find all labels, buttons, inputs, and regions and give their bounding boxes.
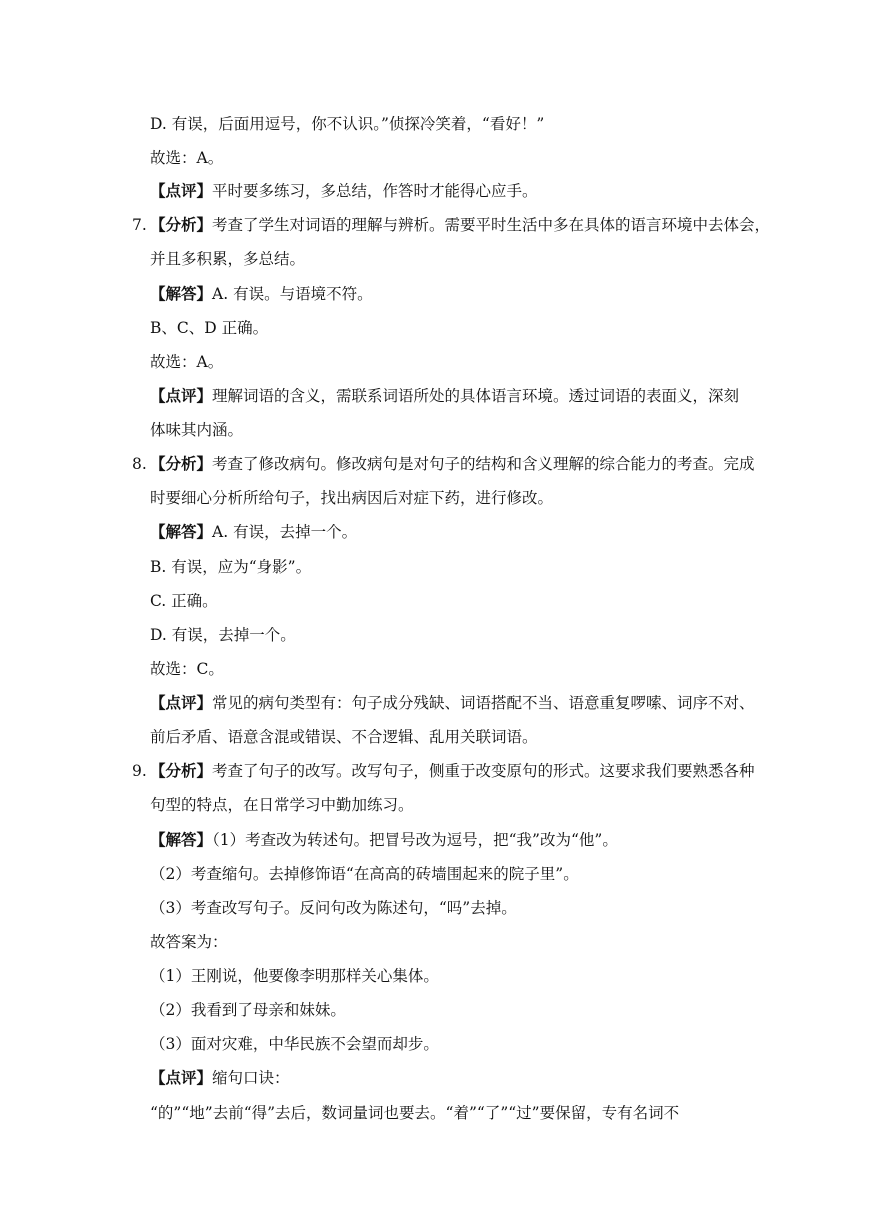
text-line: 【分析】考查了句子的改写。改写句子，侧重于改变原句的形式。这要求我们要熟悉各种 [150, 761, 755, 780]
text-line: D. 有误，后面用逗号，你不认识。”侦探冷笑着，“看好！” [150, 115, 545, 133]
text-line: （2）考查缩句。去掉修饰语“在高高的砖墙围起来的院子里”。 [150, 865, 579, 883]
text-line: B、C、D 正确。 [150, 319, 269, 337]
text-line: （2）我看到了母亲和妹妹。 [150, 1001, 346, 1019]
question-number: 8. [132, 455, 147, 473]
section-tag: 【点评】 [150, 386, 213, 405]
text-line: （3）考查改写句子。反问句改为陈述句，“吗”去掉。 [150, 899, 517, 917]
text-line: 【分析】考查了学生对词语的理解与辨析。需要平时生活中多在具体的语言环境中去体会， [150, 215, 771, 234]
text-line: 句型的特点，在日常学习中勤加练习。 [150, 796, 414, 814]
text-line: 时要细心分析所给句子，找出病因后对症下药，进行修改。 [150, 489, 554, 507]
text-line: 【点评】平时要多练习，多总结，作答时才能得心应手。 [150, 181, 538, 200]
section-tag: 【分析】 [150, 215, 213, 234]
section-tag: 【分析】 [150, 454, 213, 473]
text-line: 故选：C。 [150, 660, 224, 678]
question-number: 7. [132, 216, 147, 234]
text-line: 【点评】理解词语的含义，需联系词语所处的具体语言环境。透过词语的表面义，深刻 [150, 386, 740, 405]
text-line: （1）王刚说，他要像李明那样关心集体。 [150, 967, 439, 985]
text-line: 【点评】缩句口诀： [150, 1068, 290, 1087]
text-line: 故选：A。 [150, 149, 224, 167]
section-tag: 【解答】 [150, 522, 213, 541]
text-line: 【分析】考查了修改病句。修改病句是对句子的结构和含义理解的综合能力的考查。完成 [150, 454, 755, 473]
text-line: 前后矛盾、语意含混或错误、不合逻辑、乱用关联词语。 [150, 728, 538, 746]
section-tag: 【分析】 [150, 761, 213, 780]
text-line: 故答案为： [150, 933, 228, 951]
section-tag: 【点评】 [150, 1068, 213, 1087]
text-line: 【解答】A. 有误。与语境不符。 [150, 284, 373, 303]
text-line: C. 正确。 [150, 592, 218, 610]
text-line: “的”“地”去前“得”去后，数词量词也要去。“着”“了”“过”要保留，专有名词不 [150, 1104, 680, 1122]
section-tag: 【解答】 [150, 284, 213, 303]
section-tag: 【解答】 [150, 830, 213, 849]
text-line: 故选：A。 [150, 353, 224, 371]
text-line: 体味其内涵。 [150, 421, 244, 439]
text-line: 【点评】常见的病句类型有：句子成分残缺、词语搭配不当、语意重复啰嗦、词序不对、 [150, 693, 755, 712]
text-line: 并且多积累，多总结。 [150, 250, 306, 268]
section-tag: 【点评】 [150, 693, 213, 712]
question-number: 9. [132, 762, 147, 780]
text-line: B. 有误，应为“身影”。 [150, 558, 312, 576]
text-line: D. 有误，去掉一个。 [150, 626, 296, 644]
text-line: （3）面对灾难，中华民族不会望而却步。 [150, 1035, 439, 1053]
text-line: 【解答】A. 有误，去掉一个。 [150, 522, 358, 541]
text-line: 【解答】（1）考查改为转述句。把冒号改为逗号，把“我”改为“他”。 [150, 830, 618, 849]
section-tag: 【点评】 [150, 181, 213, 200]
